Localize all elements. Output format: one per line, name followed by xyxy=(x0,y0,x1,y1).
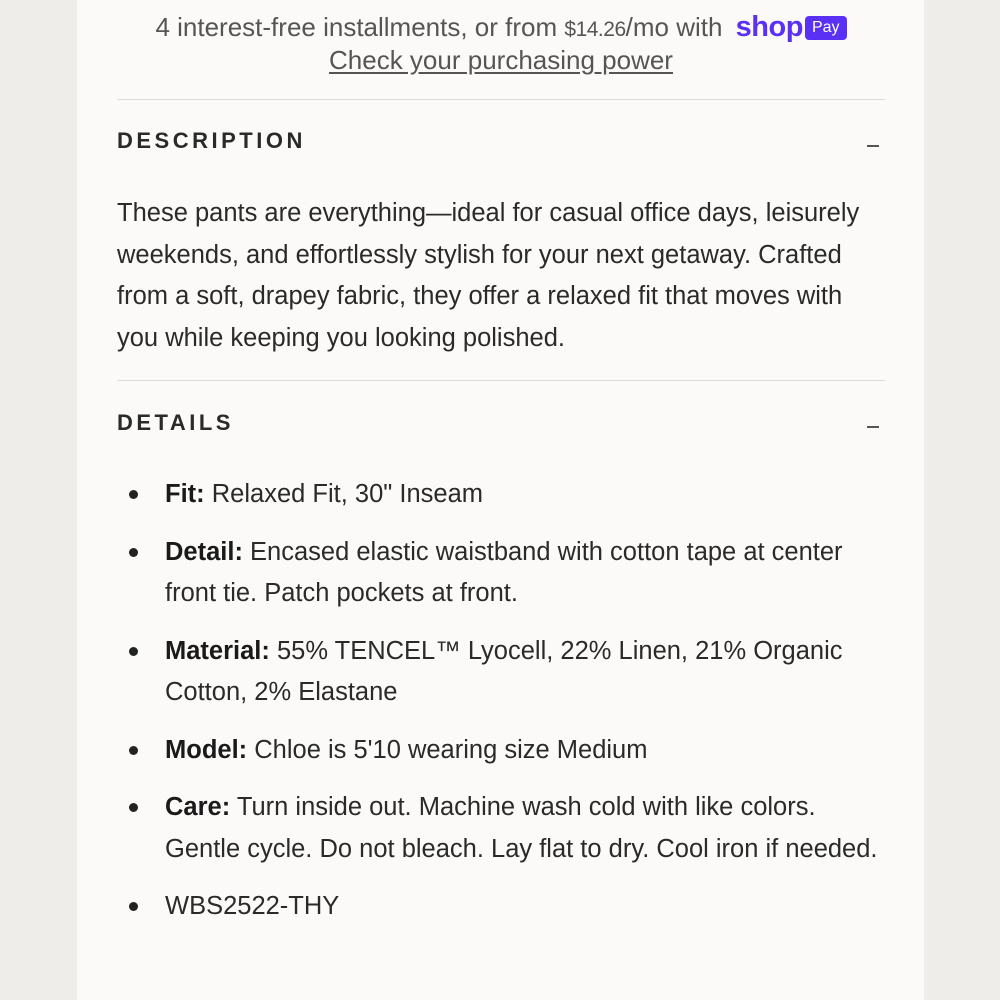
shop-pay-badge: Pay xyxy=(805,16,847,40)
bullet-icon xyxy=(129,803,138,812)
detail-item-fit xyxy=(117,474,885,516)
installments-suffix: /mo with xyxy=(625,12,723,42)
detail-item-model xyxy=(117,730,885,772)
detail-item-care xyxy=(117,787,885,870)
detail-value: Turn inside out. Machine wash cold with like colors. Gentle cycle. Do not bleach. Lay flat to dry. Cool iron if needed. xyxy=(165,793,878,863)
detail-label: Material: xyxy=(165,636,270,665)
description-text: These pants are everything—ideal for casual office days, leisurely weekends, and effortlessly stylish for your next getaway. Crafted from a soft, drapey fabric, they offer a relaxed fit that moves with you while keeping you looking polished. xyxy=(117,199,860,352)
product-info-panel xyxy=(77,0,924,1000)
detail-value: Chloe is 5'10 wearing size Medium xyxy=(254,735,648,764)
bullet-icon xyxy=(129,647,138,656)
detail-value: Relaxed Fit, 30" Inseam xyxy=(211,480,484,508)
detail-item-detail xyxy=(117,532,885,615)
detail-label: Care: xyxy=(165,793,231,821)
bullet-icon xyxy=(129,548,138,557)
check-purchasing-power-link[interactable]: Check your purchasing power xyxy=(329,45,673,75)
details-list xyxy=(117,474,885,944)
installments-prefix: 4 interest-free installments, or from xyxy=(155,12,558,42)
product-sku: WBS2522-THY xyxy=(165,892,340,920)
detail-item-material xyxy=(117,631,885,714)
details-heading[interactable]: DETAILS xyxy=(117,410,234,435)
bullet-icon xyxy=(129,902,138,911)
detail-label: Detail: xyxy=(165,537,243,566)
divider xyxy=(117,99,885,100)
detail-label: Fit: xyxy=(165,480,205,508)
detail-value: 55% TENCEL™ Lyocell, 22% Linen, 21% Organic Cotton, 2% Elastane xyxy=(165,636,843,706)
divider xyxy=(117,380,885,381)
detail-label: Model: xyxy=(165,735,248,764)
detail-value: Encased elastic waistband with cotton tape at center front tie. Patch pockets at front. xyxy=(165,537,843,607)
detail-item-sku xyxy=(117,886,885,928)
shop-pay-logo xyxy=(730,12,847,42)
description-collapse-icon[interactable] xyxy=(867,145,879,147)
installment-price: $14.26 xyxy=(564,18,626,41)
details-collapse-icon[interactable] xyxy=(867,426,879,428)
bullet-icon xyxy=(129,490,138,499)
bullet-icon xyxy=(129,746,138,755)
shop-pay-wordmark: shop xyxy=(735,11,803,43)
description-heading[interactable]: DESCRIPTION xyxy=(117,128,306,153)
